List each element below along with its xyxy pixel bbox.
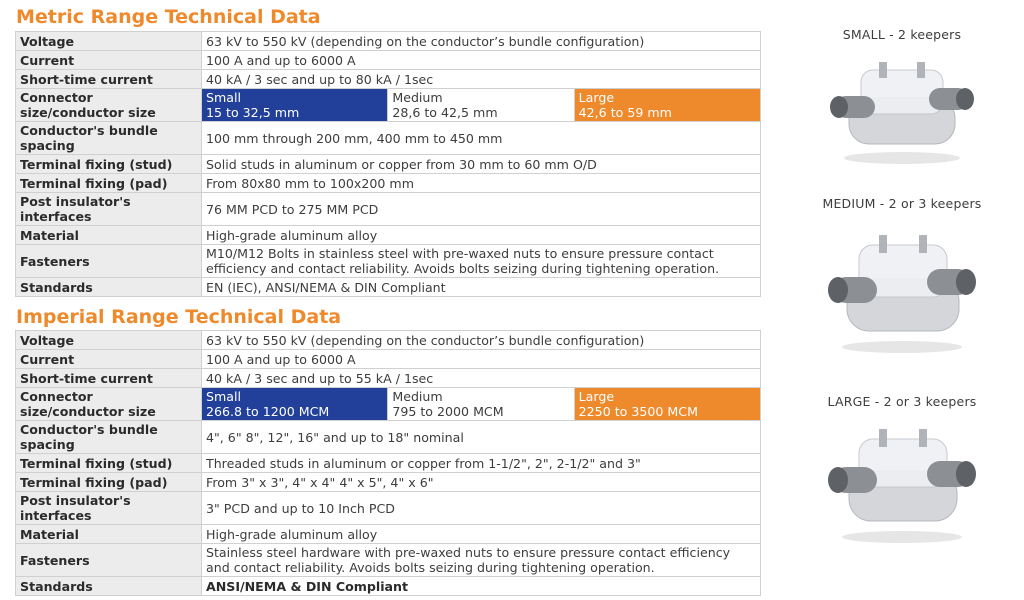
metric-spec-table bbox=[15, 31, 761, 297]
size-range: 28,6 to 42,5 mm bbox=[392, 105, 498, 120]
table-row bbox=[16, 51, 761, 70]
size-range: 795 to 2000 MCM bbox=[392, 404, 504, 419]
metric-title: Metric Range Technical Data bbox=[16, 6, 321, 28]
size-medium-cell bbox=[388, 89, 574, 122]
table-row bbox=[16, 369, 761, 388]
row-value: High-grade aluminum alloy bbox=[202, 226, 761, 245]
size-small-cell bbox=[202, 89, 388, 122]
row-value: 63 kV to 550 kV (depending on the conductor’s bundle configuration) bbox=[202, 32, 761, 51]
table-row bbox=[16, 70, 761, 89]
row-label: Post insulator's interfaces bbox=[16, 193, 202, 226]
row-label: Terminal fixing (pad) bbox=[16, 174, 202, 193]
table-row bbox=[16, 89, 761, 122]
row-label: Short-time current bbox=[16, 369, 202, 388]
row-label: Conductor's bundle spacing bbox=[16, 421, 202, 454]
table-row bbox=[16, 454, 761, 473]
row-label: Conductor's bundle spacing bbox=[16, 122, 202, 155]
size-name: Large bbox=[578, 389, 615, 404]
size-name: Medium bbox=[392, 90, 443, 105]
row-value: From 3" x 3", 4" x 4" 4" x 5", 4" x 6" bbox=[202, 473, 761, 492]
row-label: Post insulator's interfaces bbox=[16, 492, 202, 525]
table-row bbox=[16, 473, 761, 492]
table-row bbox=[16, 421, 761, 454]
table-row bbox=[16, 577, 761, 596]
table-row bbox=[16, 278, 761, 297]
product-medium bbox=[818, 196, 986, 357]
row-value: M10/M12 Bolts in stainless steel with pre-waxed nuts to ensure pressure contact efficiency and contact reliability. Avoids bolts seizing during tightening operation. bbox=[202, 245, 761, 278]
row-value: 40 kA / 3 sec and up to 80 kA / 1sec bbox=[202, 70, 761, 89]
row-label: Terminal fixing (pad) bbox=[16, 473, 202, 492]
row-value: 76 MM PCD to 275 MM PCD bbox=[202, 193, 761, 226]
row-label: Connector size/conductor size bbox=[16, 388, 202, 421]
product-caption: LARGE - 2 or 3 keepers bbox=[827, 394, 977, 409]
row-label: Current bbox=[16, 350, 202, 369]
row-value: 3" PCD and up to 10 Inch PCD bbox=[202, 492, 761, 525]
table-row bbox=[16, 155, 761, 174]
row-label: Connector size/conductor size bbox=[16, 89, 202, 122]
row-label: Current bbox=[16, 51, 202, 70]
row-label: Standards bbox=[16, 577, 202, 596]
row-label: Short-time current bbox=[16, 70, 202, 89]
table-row bbox=[16, 388, 761, 421]
table-row bbox=[16, 122, 761, 155]
size-large-cell bbox=[574, 388, 760, 421]
imperial-title: Imperial Range Technical Data bbox=[16, 306, 342, 328]
row-label: Terminal fixing (stud) bbox=[16, 155, 202, 174]
size-name: Medium bbox=[392, 389, 443, 404]
row-label: Standards bbox=[16, 278, 202, 297]
size-range: 266.8 to 1200 MCM bbox=[206, 404, 330, 419]
row-value: Solid studs in aluminum or copper from 30 mm to 60 mm O/D bbox=[202, 155, 761, 174]
row-value: EN (IEC), ANSI/NEMA & DIN Compliant bbox=[202, 278, 761, 297]
size-range: 2250 to 3500 MCM bbox=[578, 404, 698, 419]
size-name: Small bbox=[206, 90, 241, 105]
table-row bbox=[16, 174, 761, 193]
row-value: 40 kA / 3 sec and up to 55 kA / 1sec bbox=[202, 369, 761, 388]
row-value: From 80x80 mm to 100x200 mm bbox=[202, 174, 761, 193]
row-label: Fasteners bbox=[16, 544, 202, 577]
product-large bbox=[818, 394, 986, 545]
row-value: 100 A and up to 6000 A bbox=[202, 51, 761, 70]
row-label: Fasteners bbox=[16, 245, 202, 278]
imperial-spec-table bbox=[15, 330, 761, 596]
size-medium-cell bbox=[388, 388, 574, 421]
row-label: Material bbox=[16, 226, 202, 245]
size-name: Large bbox=[578, 90, 615, 105]
size-name: Small bbox=[206, 389, 241, 404]
row-value: High-grade aluminum alloy bbox=[202, 525, 761, 544]
spacer-connector-medium-image bbox=[827, 217, 977, 357]
row-label: Material bbox=[16, 525, 202, 544]
product-caption: SMALL - 2 keepers bbox=[842, 27, 962, 42]
row-value: 100 mm through 200 mm, 400 mm to 450 mm bbox=[202, 122, 761, 155]
size-range: 42,6 to 59 mm bbox=[578, 105, 672, 120]
product-small bbox=[818, 27, 986, 168]
size-range: 15 to 32,5 mm bbox=[206, 105, 300, 120]
row-label: Voltage bbox=[16, 32, 202, 51]
spacer-connector-large-image bbox=[827, 415, 977, 545]
table-row bbox=[16, 193, 761, 226]
row-value: 100 A and up to 6000 A bbox=[202, 350, 761, 369]
row-label: Voltage bbox=[16, 331, 202, 350]
row-value: ANSI/NEMA & DIN Compliant bbox=[202, 577, 761, 596]
row-value: Threaded studs in aluminum or copper from 1-1/2", 2", 2-1/2" and 3" bbox=[202, 454, 761, 473]
row-value: 63 kV to 550 kV (depending on the conductor’s bundle configuration) bbox=[202, 331, 761, 350]
table-row bbox=[16, 245, 761, 278]
table-row bbox=[16, 544, 761, 577]
table-row bbox=[16, 350, 761, 369]
row-value: Stainless steel hardware with pre-waxed nuts to ensure pressure contact efficiency and contact reliability. Avoids bolts seizing during tightening operation. bbox=[202, 544, 761, 577]
size-large-cell bbox=[574, 89, 760, 122]
table-row bbox=[16, 525, 761, 544]
table-row bbox=[16, 32, 761, 51]
size-small-cell bbox=[202, 388, 388, 421]
product-caption: MEDIUM - 2 or 3 keepers bbox=[822, 196, 982, 211]
spacer-connector-small-image bbox=[827, 48, 977, 168]
table-row bbox=[16, 331, 761, 350]
table-row bbox=[16, 226, 761, 245]
table-row bbox=[16, 492, 761, 525]
row-label: Terminal fixing (stud) bbox=[16, 454, 202, 473]
row-value: 4", 6" 8", 12", 16" and up to 18" nominal bbox=[202, 421, 761, 454]
